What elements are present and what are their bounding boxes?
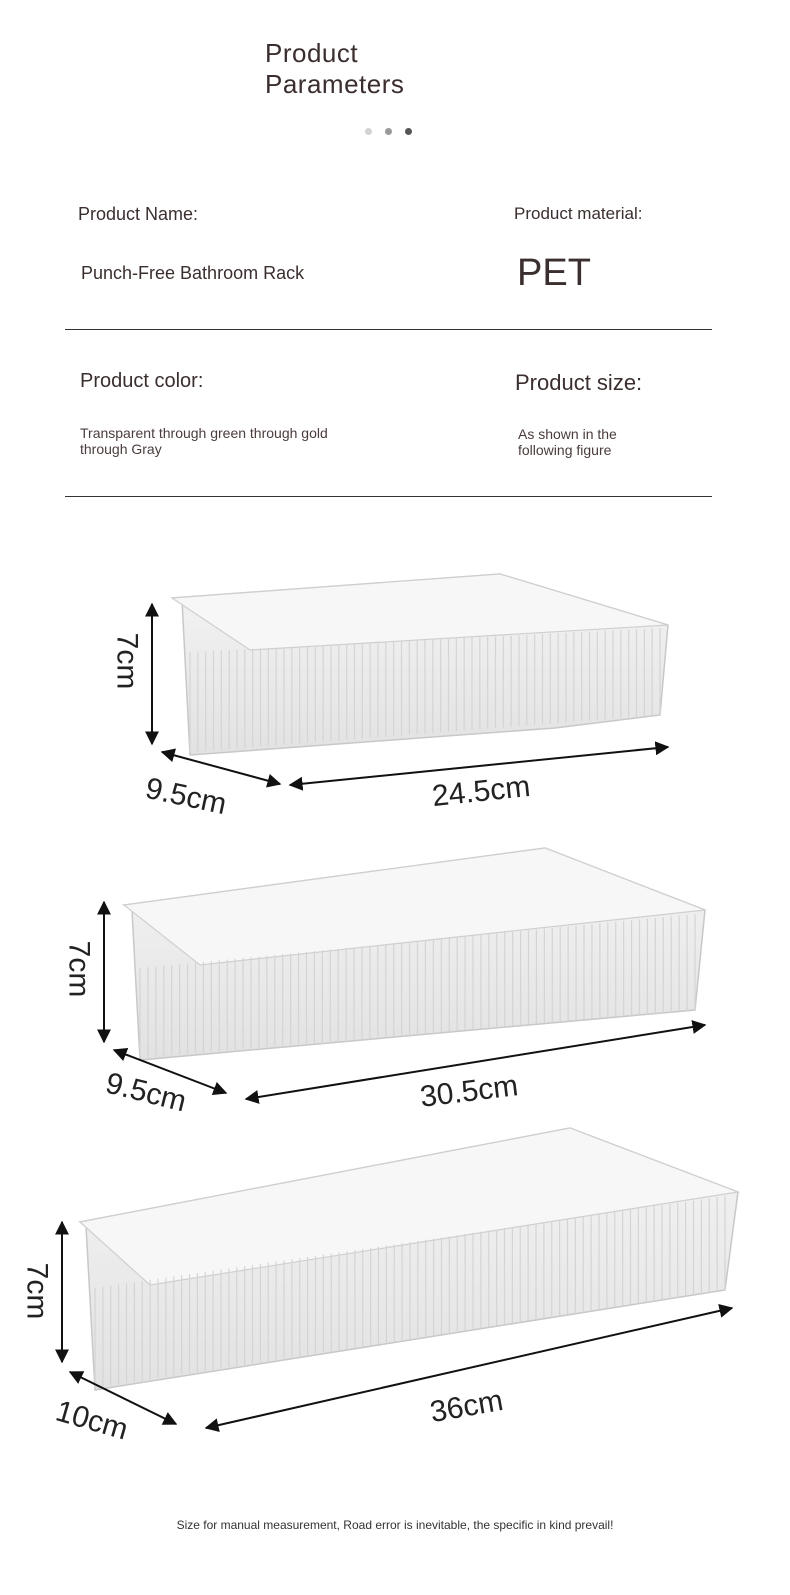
product-color-label: Product color:	[80, 370, 204, 392]
size-value-line-1: As shown in the	[518, 426, 617, 442]
footer-note: Size for manual measurement, Road error is inevitable, the specific in kind prevail!	[176, 1518, 614, 1532]
rack-2	[104, 848, 705, 1099]
product-name-value: Punch-Free Bathroom Rack	[81, 263, 305, 283]
color-value-line-2: through Gray	[80, 441, 162, 457]
title-line-2: Parameters	[265, 69, 405, 99]
rack-3-height-label: 7cm	[20, 1262, 54, 1320]
rack-1	[152, 574, 668, 785]
rack-3-length-label: 36cm	[427, 1383, 506, 1430]
product-size-label: Product size:	[515, 370, 643, 395]
rack-1-length-label: 24.5cm	[430, 769, 532, 814]
rack-3-depth-label: 10cm	[52, 1394, 132, 1447]
rack-1-depth-label: 9.5cm	[142, 771, 230, 822]
color-value-line-1: Transparent through green through gold	[80, 425, 328, 441]
title-line-1: Product	[265, 38, 359, 68]
rack-2-length-label: 30.5cm	[418, 1069, 520, 1114]
rack-2-height-label: 7cm	[62, 940, 96, 998]
rack-2-depth-label: 9.5cm	[102, 1066, 190, 1119]
product-material-label: Product material:	[514, 204, 643, 223]
rack-1-height-label: 7cm	[110, 632, 144, 690]
product-name-label: Product Name:	[78, 204, 199, 224]
product-material-value: PET	[517, 252, 591, 294]
size-value-line-2: following figure	[518, 442, 612, 458]
rack-3	[62, 1128, 738, 1428]
